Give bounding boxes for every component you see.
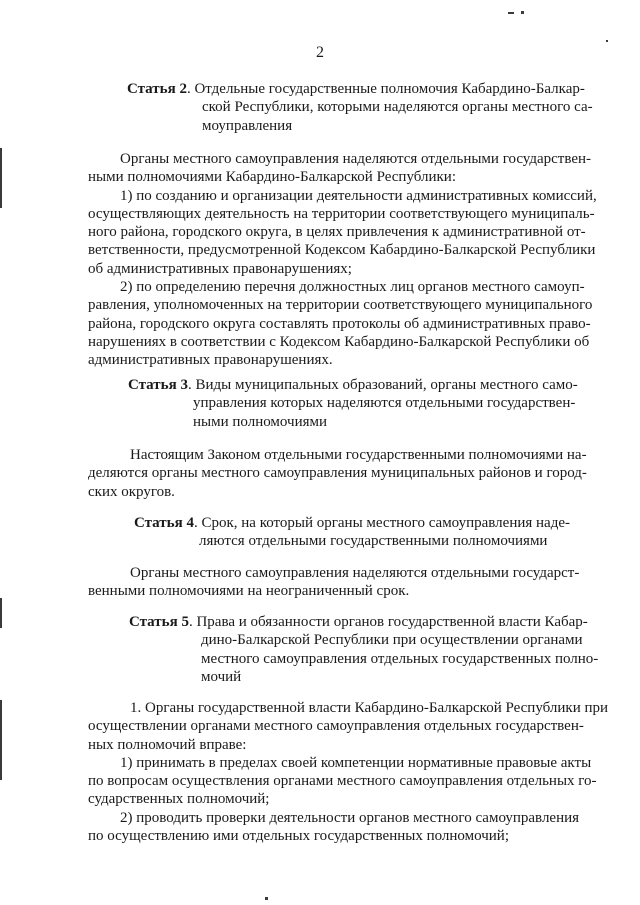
article-2-title-line: . Отдельные государственные полномочия Кабардино-Балкар- — [186, 81, 585, 97]
article-5-body — [88, 699, 609, 845]
paragraph-line: ветственности, предусмотренной Кодексом Кабардино-Балкарской Республики — [88, 242, 596, 259]
scan-edge-mark — [0, 598, 2, 628]
paragraph-line: административных правонарушениях. — [88, 352, 333, 369]
paragraph-line: Органы местного самоуправления наделяются отдельными государствен- — [120, 151, 592, 167]
paragraph-line: об административных правонарушениях; — [88, 260, 352, 277]
article-2-title-line: моуправления — [202, 117, 293, 134]
paragraph-line: по вопросам осуществления органами местного самоуправления отдельных го- — [88, 773, 597, 790]
paragraph-line: 1) принимать в пределах своей компетенции нормативные правовые акты — [120, 754, 592, 771]
article-2-body — [88, 150, 600, 370]
paragraph-line: деляются органы местного самоуправления муниципальных районов и город- — [88, 465, 587, 482]
paragraph-line: ными полномочиями Кабардино-Балкарской Республики: — [88, 169, 456, 186]
scan-edge-mark — [0, 148, 2, 208]
paragraph-line: Настоящим Законом отдельными государственными полномочиями на- — [130, 447, 587, 463]
article-3-title-line: управления которых наделяются отдельными государствен- — [193, 395, 576, 412]
paragraph-line: 2) по определению перечня должностных лиц органов местного самоуп- — [120, 279, 585, 296]
article-2-title-line: ской Республики, которыми наделяются органы местного са- — [202, 99, 593, 116]
paragraph-line: района, городского округа составлять протоколы об административных право- — [88, 315, 591, 332]
scan-dot — [606, 40, 608, 42]
scan-edge-mark — [0, 700, 2, 780]
paragraph-line: ного района, городского округа, в целях привлечения к административной от- — [88, 224, 586, 241]
scan-dot — [521, 11, 524, 14]
article-5-heading: Статья 5 — [129, 614, 189, 630]
article-4-title-line: ляются отдельными государственными полномочиями — [199, 533, 548, 550]
paragraph-line: 2) проводить проверки деятельности органов местного самоуправления — [120, 809, 580, 826]
paragraph-line: 1. Органы государственной власти Кабардино-Балкарской Республики при — [130, 700, 609, 716]
article-3-title-line: ными полномочиями — [193, 413, 328, 430]
paragraph-line: Органы местного самоуправления наделяются отдельными государст- — [130, 565, 580, 581]
paragraph-line: 1) по созданию и организации деятельности административных комиссий, — [120, 187, 597, 204]
article-5-title-line: мочий — [201, 668, 242, 685]
paragraph-line: осуществляющих деятельность на территории соответствующего муниципаль- — [88, 205, 595, 222]
paragraph-line: осуществлении органами местного самоуправления отдельных государствен- — [88, 718, 584, 735]
paragraph-line: венными полномочиями на неограниченный срок. — [88, 583, 410, 600]
article-3-title-line: . Виды муниципальных образований, органы местного само- — [187, 377, 578, 393]
article-5-title-line: местного самоуправления отдельных государственных полно- — [201, 650, 599, 667]
paragraph-line: равления, уполномоченных на территории соответствующего муниципального — [88, 297, 593, 314]
article-4-title — [134, 514, 604, 551]
article-5-title-line: дино-Балкарской Республики при осуществлении органами — [201, 632, 583, 649]
article-4-body — [88, 564, 600, 601]
article-3-heading: Статья 3 — [128, 377, 188, 393]
article-5-title-line: . Права и обязанности органов государственной власти Кабар- — [188, 614, 588, 630]
paragraph-line: ных полномочий вправе: — [88, 736, 247, 753]
paragraph-line: по осуществлению ими отдельных государственных полномочий; — [88, 828, 510, 845]
article-5-title — [129, 613, 609, 686]
article-3-body — [88, 446, 600, 501]
paragraph-line: нарушениях в соответствии с Кодексом Кабардино-Балкарской Республики об — [88, 333, 590, 350]
scan-dot — [265, 897, 268, 900]
article-4-title-line: . Срок, на который органы местного самоуправления наде- — [193, 515, 571, 531]
scan-dot — [508, 12, 514, 14]
article-2-heading: Статья 2 — [127, 81, 187, 97]
paragraph-line: сударственных полномочий; — [88, 791, 270, 808]
article-2-title — [127, 80, 607, 135]
article-4-heading: Статья 4 — [134, 515, 194, 531]
paragraph-line: ских округов. — [88, 483, 175, 500]
article-3-title — [128, 376, 598, 431]
page-number: 2 — [316, 44, 324, 61]
